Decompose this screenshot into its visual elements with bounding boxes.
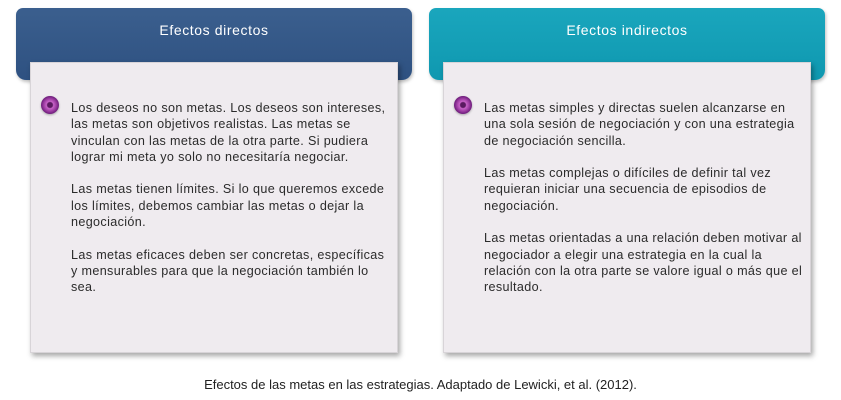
panel-title-direct: Efectos directos: [159, 22, 269, 38]
card-text-direct: [71, 100, 391, 312]
bullet-icon: [41, 96, 59, 114]
panel-title-indirect: Efectos indirectos: [566, 22, 688, 38]
figure-caption: Efectos de las metas en las estrategias. Adaptado de Lewicki, et al. (2012).: [204, 377, 637, 392]
paragraph: Las metas eficaces deben ser concretas, específicas y mensurables para que la negociación también lo sea.: [71, 247, 385, 295]
paragraph: Las metas complejas o difíciles de definir tal vez requieran iniciar una secuencia de episodios de negociación.: [484, 166, 771, 213]
panel-direct-effects: [16, 8, 412, 352]
content-card-indirect: [443, 62, 811, 353]
card-text-indirect: [484, 100, 804, 312]
content-card-direct: [30, 62, 398, 353]
paragraph: Los deseos no son metas. Los deseos son intereses, las metas son objetivos realistas. Las metas se vinculan con las metas de la otra parte. Si pudiera lograr mi meta yo solo no necesitaría negociar.: [71, 101, 386, 164]
paragraph: Las metas tienen límites. Si lo que queremos excede los límites, debemos cambiar las metas o dejar la negociación.: [71, 182, 385, 230]
bullet-icon: [454, 96, 472, 114]
panel-indirect-effects: [429, 8, 825, 352]
paragraph: Las metas orientadas a una relación deben motivar al negociador a elegir una estrategia en la cual la relación con la otra parte se valore igual o más que el resultado.: [484, 231, 803, 295]
paragraph: Las metas simples y directas suelen alcanzarse en una sola sesión de negociación y con una estrategia de negociación sencilla.: [484, 101, 795, 148]
